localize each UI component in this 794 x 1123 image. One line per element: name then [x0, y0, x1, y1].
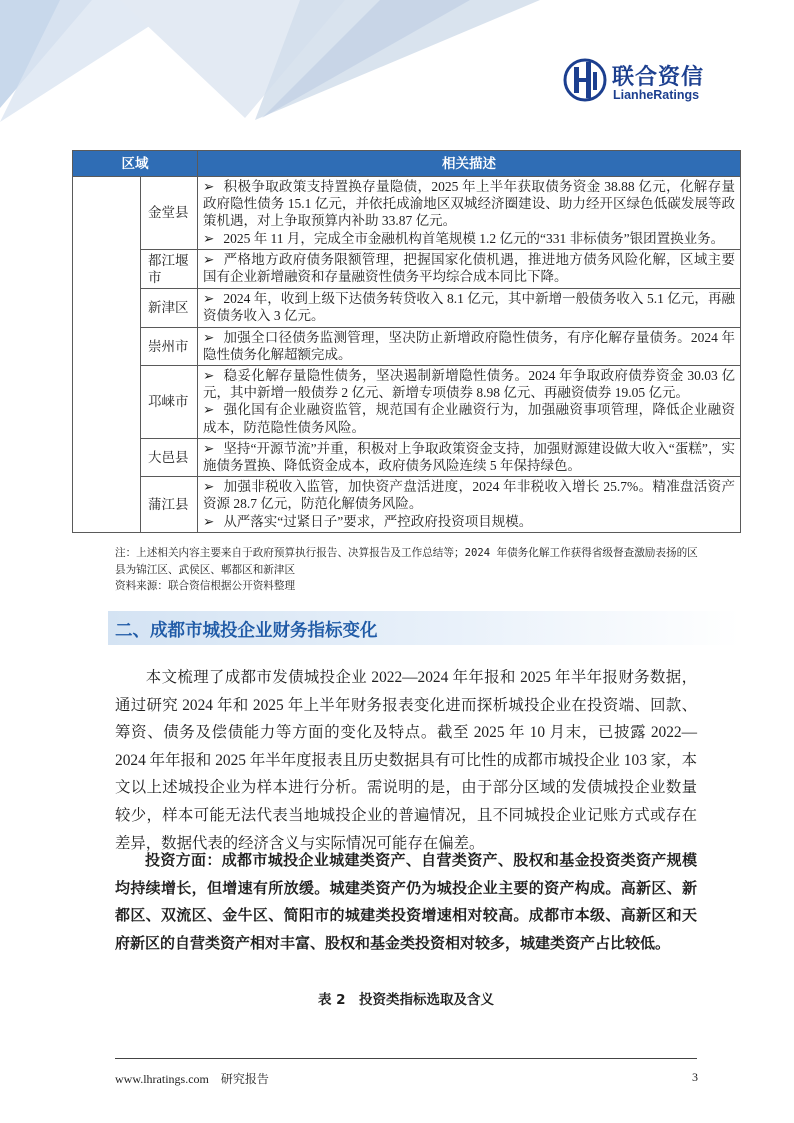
footer-divider [115, 1058, 697, 1059]
brand-logo [562, 56, 732, 106]
table-source: 资料来源：联合资信根据公开资料整理 [115, 580, 296, 592]
bullet-item [203, 290, 735, 324]
table-row [73, 249, 741, 288]
bullet-text: 加强非税收入监管，加快资产盘活进度，2024 年非税收入增长 25.7%。精准盘活资产资源 28.7 亿元，防范化解债务风险。 [203, 479, 735, 512]
table-row [73, 438, 741, 476]
description-cell [198, 249, 741, 288]
region-debt-table [72, 150, 741, 533]
footer-info [115, 1070, 269, 1087]
region-cell: 金堂县 [141, 177, 198, 250]
brand-name-cn: 联合资信 [612, 65, 705, 90]
table-notes [115, 545, 699, 595]
bullet-text: 积极争取政策支持置换存量隐债，2025 年上半年获取债务资金 38.88 亿元，化解存量政府隐性债务 15.1 亿元，并依托成渝地区双城经济圈建设、助力经开区绿色低碳发展等政策机遇，对上争取预算内补助 33.87 亿元。 [203, 179, 735, 229]
description-cell [198, 477, 741, 533]
page-number: 3 [692, 1070, 698, 1084]
footer-label: 研究报告 [220, 1072, 269, 1086]
bullet-item [203, 178, 735, 230]
table-row [73, 327, 741, 365]
brand-name-en: LianheRatings [613, 88, 700, 102]
section-title: 二、成都市城投企业财务指标变化 [115, 621, 378, 641]
region-cell: 新津区 [141, 289, 198, 327]
table-row [73, 477, 741, 533]
region-cell: 崇州市 [141, 327, 198, 365]
bullet-marker: ➢ [203, 368, 215, 384]
footer-url: www.lhratings.com [115, 1072, 209, 1086]
bullet-text: 严格地方政府债务限额管理，把握国家化债机遇，推进地方债务风险化解，区域主要国有企业新增融资和存量融资性债务平均综合成本同比下降。 [203, 251, 735, 285]
description-cell [198, 438, 741, 476]
body-paragraph: 本文梳理了成都市发债城投企业 2022—2024 年年报和 2025 年半年报财务数据，通过研究 2024 年和 2025 年上半年财务报表变化进而探析城投企业在投资端、回款、筹资、债务及偿债能力等方面的变化及特点。截至 2025 年 10 月末，已披露 2022—2024 年年报和 2025 年半年度报表且历史数据具有可比性的成都市城投企业 103 家，本文以上述城投企业为样本进行分析。需说明的是，由于部分区域的发债城投企业数量较少，样本可能无法代表当地城投企业的普遍情况，且不同城投企业记账方式或存在差异，数据代表的经济含义与实际情况可能存在偏差。 [115, 669, 697, 852]
region-cell: 都江堰市 [141, 249, 198, 288]
table-header-row [73, 151, 741, 177]
table-note: 注：上述相关内容主要来自于政府预算执行报告、决算报告及工作总结等；2024 年债务化解工作获得省级督查激励表扬的区县为锦江区、武侯区、郫都区和新津区 [115, 547, 698, 576]
bullet-text: 加强全口径债务监测管理，坚决防止新增政府隐性债务，有序化解存量债务。2024 年隐性债务化解超额完成。 [203, 329, 735, 362]
bullet-marker: ➢ [203, 440, 215, 456]
description-cell [198, 177, 741, 250]
description-cell [198, 366, 741, 439]
header-decoration [0, 0, 560, 125]
bullet-item [203, 251, 735, 285]
section-heading [108, 611, 740, 645]
bullet-item [203, 367, 735, 401]
bullet-marker: ➢ [203, 329, 215, 345]
bullet-marker: ➢ [203, 179, 215, 194]
region-cell: 蒲江县 [141, 477, 198, 533]
description-cell [198, 289, 741, 327]
column-header-description: 相关描述 [198, 151, 741, 177]
bullet-item [203, 329, 735, 363]
bullet-marker: ➢ [203, 479, 215, 495]
table-group-cell [73, 177, 141, 533]
region-cell: 邛崃市 [141, 366, 198, 439]
bullet-item [203, 401, 735, 435]
bullet-text: 2025 年 11 月，完成全市金融机构首笔规模 1.2 亿元的“331 非标债务”银团置换业务。 [223, 230, 725, 246]
bullet-item [203, 440, 735, 474]
table-row [73, 366, 741, 439]
table-caption: 表 2 投资类指标选取及含义 [317, 992, 495, 1008]
bullet-item [203, 230, 735, 247]
bullet-item [203, 513, 735, 530]
bullet-item [203, 478, 735, 512]
bullet-marker: ➢ [203, 291, 215, 307]
bullet-text: 从严落实“过紧日子”要求，严控政府投资项目规模。 [223, 513, 533, 529]
bullet-text: 2024 年，收到上级下达债务转贷收入 8.1 亿元，其中新增一般债务收入 5.1 亿元，再融资债务收入 3 亿元。 [203, 291, 735, 324]
bullet-text: 稳妥化解存量隐性债务，坚决遏制新增隐性债务。2024 年争取政府债券资金 30.03 亿元，其中新增一般债券 2 亿元、新增专项债券 8.98 亿元、再融资债券 19.05 亿元。 [203, 368, 735, 401]
bullet-marker: ➢ [203, 251, 215, 267]
bullet-text: 坚持“开源节流”并重，积极对上争取政策资金支持，加强财源建设做大收入“蛋糕”，实施债务置换、降低资金成本，政府债务风险连续 5 年保持绿色。 [203, 440, 735, 474]
table-row [73, 289, 741, 327]
lianhe-logo-icon [562, 56, 608, 106]
bullet-marker: ➢ [203, 513, 215, 529]
description-cell [198, 327, 741, 365]
bullet-marker: ➢ [203, 402, 215, 418]
region-cell: 大邑县 [141, 438, 198, 476]
bullet-marker: ➢ [203, 230, 215, 246]
investment-summary-paragraph: 投资方面：成都市城投企业城建类资产、自营类资产、股权和基金投资类资产规模均持续增长，但增速有所放缓。城建类资产仍为城投企业主要的资产构成。高新区、新都区、双流区、金牛区、简阳市的城建类投资增速相对较高。成都市本级、高新区和天府新区的自营类资产相对丰富、股权和基金类投资相对较多，城建类资产占比较低。 [115, 853, 697, 952]
bullet-text: 强化国有企业融资监管，规范国有企业融资行为，加强融资事项管理，降低企业融资成本，防范隐性债务风险。 [203, 402, 735, 435]
table-row [73, 177, 741, 250]
column-header-region: 区域 [73, 151, 198, 177]
